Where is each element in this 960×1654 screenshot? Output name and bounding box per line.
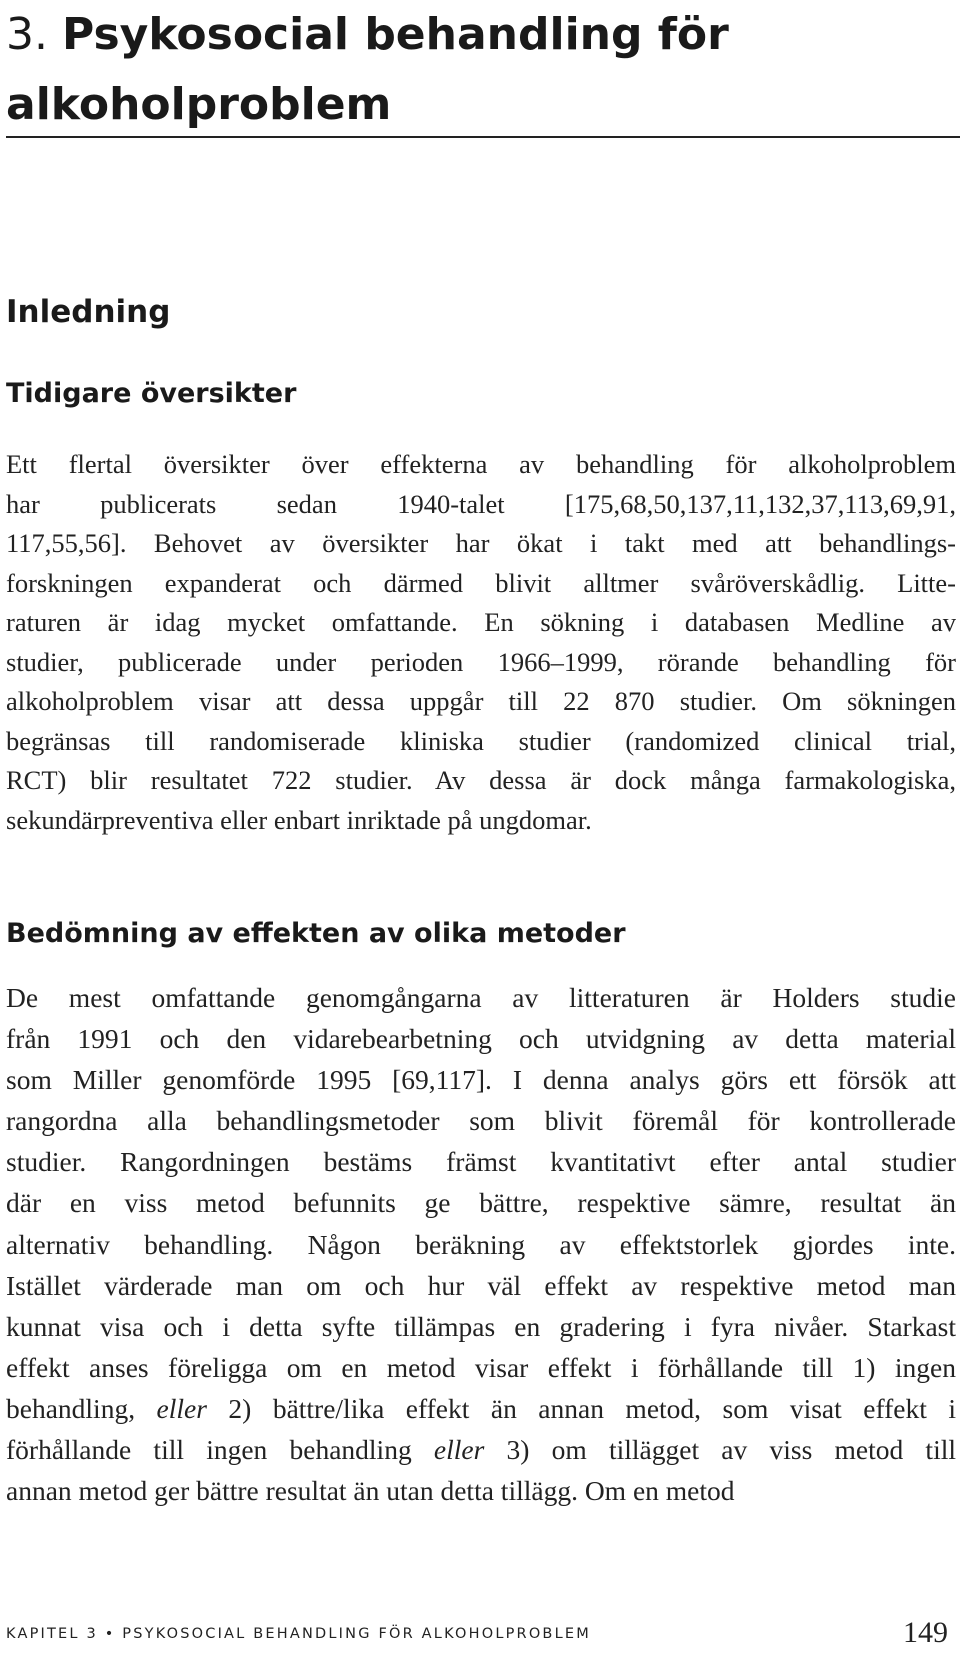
page-footer: [6, 1616, 956, 1650]
chapter-title: [6, 0, 946, 140]
chapter-title-line1: Psykosocial behandling för: [61, 9, 729, 60]
text-line: sekundärpreventiva eller enbart inriktade på ungdomar.: [6, 804, 592, 835]
text-line: raturen är idag mycket omfattande. En sökning i databasen Medline av: [6, 607, 956, 637]
title-rule: [6, 136, 960, 138]
text-line: som Miller genomförde 1995 [69,117]. I denna analys görs ett försök att: [6, 1064, 956, 1096]
text-line: alternativ behandling. Någon beräkning av effektstorlek gjordes inte.: [6, 1228, 956, 1260]
text-fragment: förhållande till ingen behandling: [6, 1434, 434, 1466]
text-line: rangordna alla behandlingsmetoder som blivit föremål för kontrollerade: [6, 1105, 956, 1137]
text-line: Istället värderade man om och hur väl effekt av respektive metod man: [6, 1269, 956, 1301]
text-line: [6, 1388, 956, 1429]
paragraph-1: [6, 445, 956, 840]
text-line: annan metod ger bättre resultat än utan detta tillägg. Om en metod: [6, 1475, 735, 1507]
text-line: 117,55,56]. Behovet av översikter har ökat i takt med att behandlings-: [6, 528, 956, 558]
text-fragment: 2) bättre/lika effekt än annan metod, som visat effekt i: [206, 1392, 956, 1424]
chapter-number: 3.: [6, 9, 48, 60]
text-line: kunnat visa och i detta syfte tillämpas en gradering i fyra nivåer. Starkast: [6, 1310, 956, 1342]
chapter-title-line2: alkoholproblem: [6, 79, 392, 130]
text-line: studier. Rangordningen bestäms främst kvantitativt efter antal studier: [6, 1146, 956, 1178]
section-heading: Inledning: [6, 294, 171, 330]
running-head: KAPITEL 3 • PSYKOSOCIAL BEHANDLING FÖR ALKOHOLPROBLEM: [6, 1626, 591, 1642]
text-line: studier, publicerade under perioden 1966–1999, rörande behandling för: [6, 646, 956, 677]
text-fragment: 3) om tillägget av viss metod till: [484, 1434, 956, 1466]
text-line: effekt anses föreligga om en metod visar effekt i förhållande till 1) ingen: [6, 1351, 956, 1383]
paragraph-2: [6, 977, 956, 1511]
text-line: [6, 1429, 956, 1470]
text-line: har publicerats sedan 1940-talet [175,68,50,137,11,132,37,113,69,91,: [6, 488, 956, 519]
emphasis: eller: [156, 1392, 207, 1424]
text-line: RCT) blir resultatet 722 studier. Av dessa är dock många farmakologiska,: [6, 765, 956, 795]
page-number: 149: [903, 1616, 948, 1649]
emphasis: eller: [433, 1434, 485, 1466]
text-line: från 1991 och den vidarebearbetning och utvidgning av detta material: [6, 1023, 956, 1055]
text-line: där en viss metod befunnits ge bättre, respektive sämre, resultat än: [6, 1187, 956, 1219]
text-fragment: behandling,: [6, 1392, 157, 1424]
text-line: begränsas till randomiserade kliniska studier (randomized clinical trial,: [6, 725, 956, 756]
text-line: De mest omfattande genomgångarna av litteraturen är Holders studie: [6, 982, 956, 1013]
text-line: Ett flertal översikter över effekterna av behandling för alkoholproblem: [6, 449, 956, 479]
text-line: forskningen expanderat och därmed blivit alltmer svåröverskådlig. Litte-: [6, 567, 956, 598]
subsection-heading-1: Tidigare översikter: [6, 378, 297, 409]
text-line: alkoholproblem visar att dessa uppgår till 22 870 studier. Om sökningen: [6, 686, 956, 716]
subsection-heading-2: Bedömning av effekten av olika metoder: [6, 918, 626, 949]
